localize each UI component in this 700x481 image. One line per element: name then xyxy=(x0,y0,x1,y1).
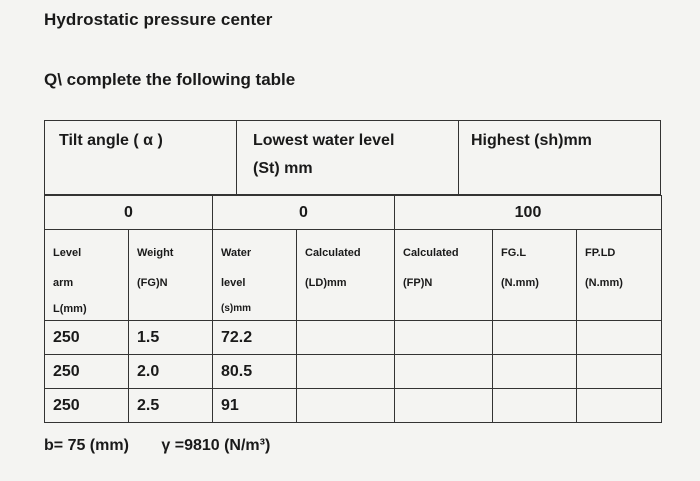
table-cell xyxy=(493,321,577,355)
column-header-fg-l xyxy=(493,230,577,321)
column-header-line: Weight xyxy=(137,247,174,259)
angle-cell: 0 xyxy=(213,196,395,230)
column-header-calculated-fp xyxy=(395,230,493,321)
table-cell: 2.0 xyxy=(129,355,213,389)
column-header-line: arm xyxy=(53,277,74,289)
specific-weight-constant: γ =9810 (N/m³) xyxy=(161,437,271,454)
table-row xyxy=(45,321,662,355)
column-header-line: FG.L xyxy=(501,247,527,259)
table-cell xyxy=(297,389,395,423)
lowest-water-level-unit: (St) mm xyxy=(253,160,313,177)
column-header-row xyxy=(45,230,662,321)
column-header-weight xyxy=(129,230,213,321)
column-header-fp-ld xyxy=(577,230,662,321)
column-header-line: (FP)N xyxy=(403,277,433,289)
column-header-line: Calculated xyxy=(305,247,361,259)
constants-line xyxy=(44,437,270,455)
table-cell xyxy=(493,389,577,423)
table-cell xyxy=(577,321,662,355)
data-table xyxy=(44,195,662,423)
width-constant: b= 75 (mm) xyxy=(44,437,129,454)
column-header-line: Calculated xyxy=(403,247,459,259)
column-header-line: level xyxy=(221,277,246,289)
table-cell: 1.5 xyxy=(129,321,213,355)
table-cell xyxy=(577,389,662,423)
table-row xyxy=(45,389,662,423)
page-title: Hydrostatic pressure center xyxy=(44,10,273,29)
tilt-angle-header xyxy=(45,121,237,194)
column-header-line: (s)mm xyxy=(221,303,252,314)
table-cell xyxy=(297,321,395,355)
angle-cell: 100 xyxy=(395,196,662,230)
angle-row xyxy=(45,196,662,230)
table-cell xyxy=(395,321,493,355)
question-text: Q\ complete the following table xyxy=(44,70,296,89)
column-header-water-level xyxy=(213,230,297,321)
column-header-line: (FG)N xyxy=(137,277,168,289)
column-header-level-arm xyxy=(45,230,129,321)
column-header-line: L(mm) xyxy=(53,303,87,315)
table-cell: 250 xyxy=(45,355,129,389)
column-header-line: Level xyxy=(53,247,82,259)
table-cell: 250 xyxy=(45,321,129,355)
table-row xyxy=(45,355,662,389)
column-header-line: FP.LD xyxy=(585,247,616,259)
tilt-angle-label: Tilt angle ( α ) xyxy=(59,132,163,149)
table-cell xyxy=(395,389,493,423)
lowest-water-level-header xyxy=(237,121,459,194)
column-header-line: Water xyxy=(221,247,252,259)
lowest-water-level-label: Lowest water level xyxy=(253,132,395,149)
angle-cell: 0 xyxy=(45,196,213,230)
highest-header xyxy=(459,121,662,194)
table-cell xyxy=(493,355,577,389)
column-header-line: (N.mm) xyxy=(585,277,623,289)
table-cell xyxy=(297,355,395,389)
table-cell: 72.2 xyxy=(213,321,297,355)
table-cell: 80.5 xyxy=(213,355,297,389)
highest-label: Highest (sh)mm xyxy=(471,132,592,149)
table-cell xyxy=(577,355,662,389)
table-cell: 91 xyxy=(213,389,297,423)
table-cell xyxy=(395,355,493,389)
column-header-calculated-ld xyxy=(297,230,395,321)
table-cell: 250 xyxy=(45,389,129,423)
header-table xyxy=(44,120,661,195)
column-header-line: (N.mm) xyxy=(501,277,539,289)
table-cell: 2.5 xyxy=(129,389,213,423)
column-header-line: (LD)mm xyxy=(305,277,347,289)
